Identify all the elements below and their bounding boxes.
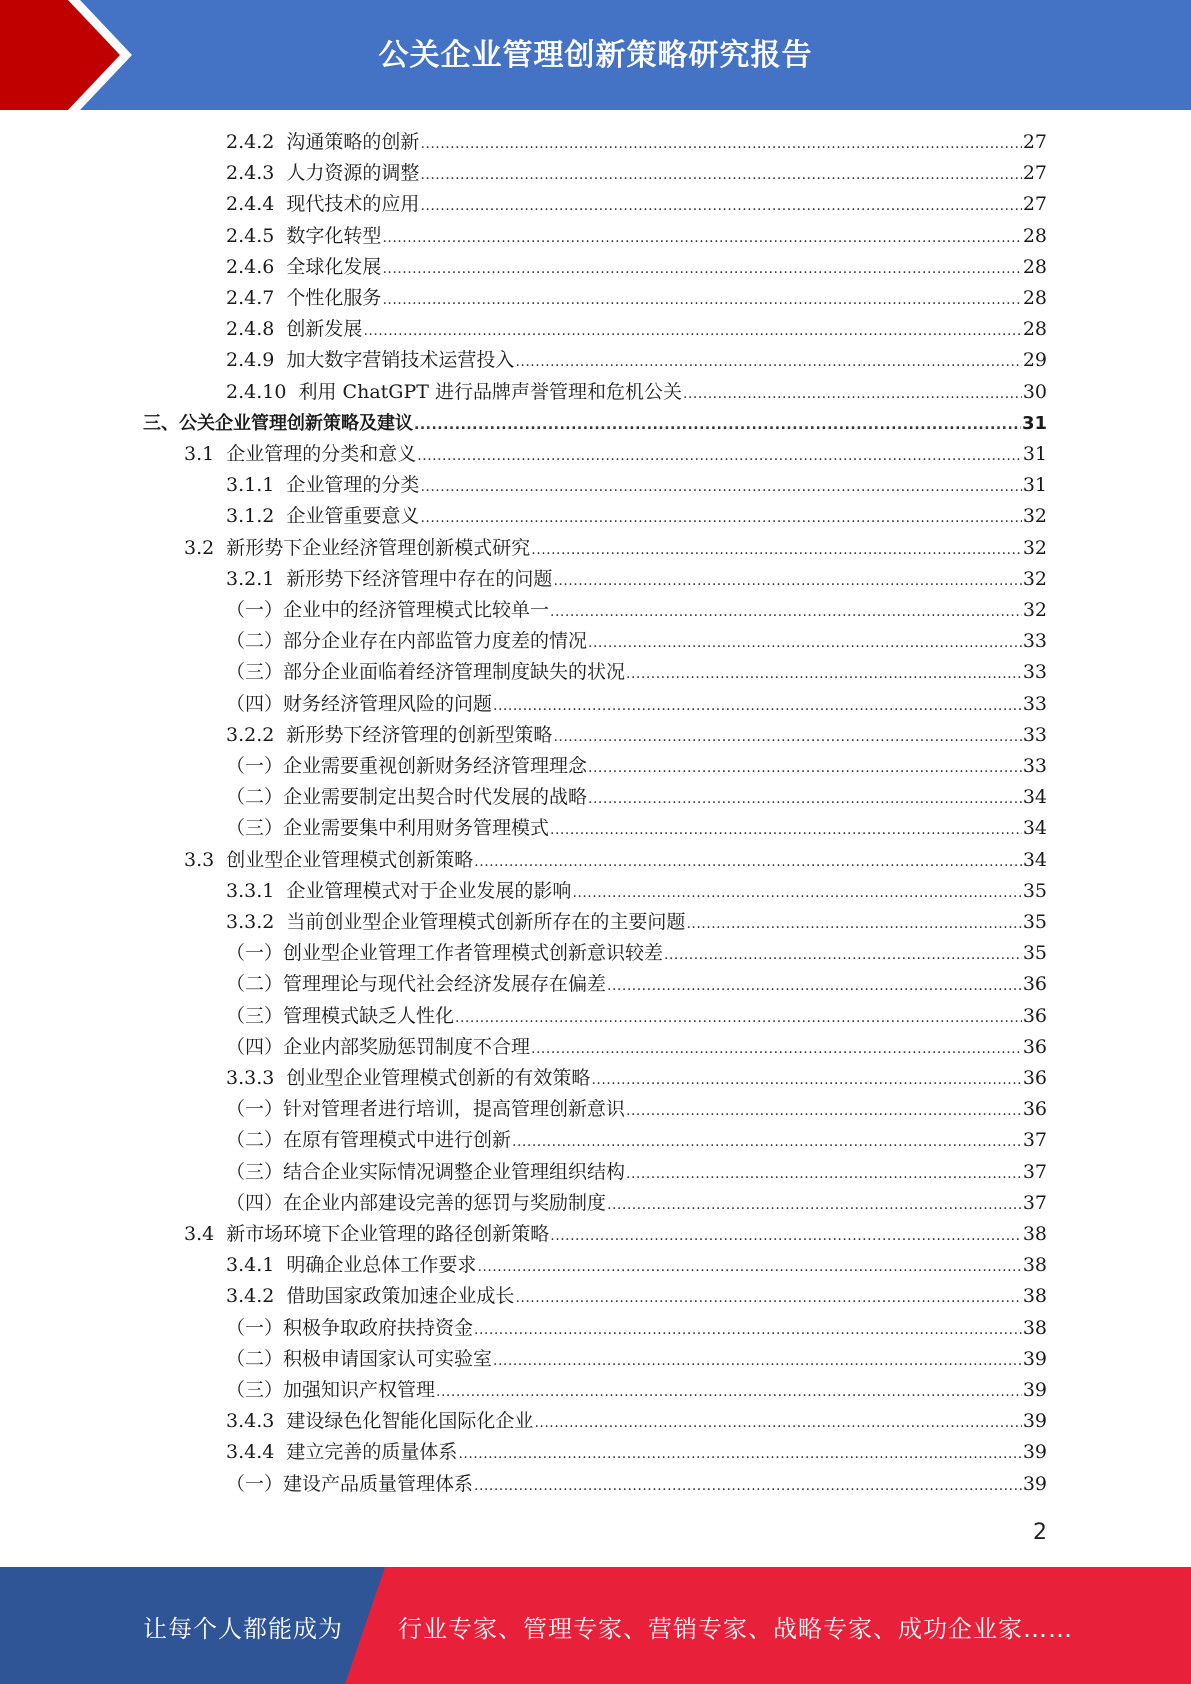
toc-entry[interactable] xyxy=(226,595,1047,626)
toc-entry-title: （二）管理理论与现代社会经济发展存在偏差 xyxy=(226,973,607,996)
toc-dot-leader xyxy=(420,127,1021,160)
toc-entry[interactable] xyxy=(226,1375,1047,1406)
toc-entry-title: 3.1.2 企业管重要意义 xyxy=(226,505,420,528)
toc-entry[interactable] xyxy=(226,938,1047,969)
toc-entry-page: 34 xyxy=(1022,848,1047,871)
toc-dot-leader xyxy=(686,907,1021,940)
toc-entry[interactable] xyxy=(226,876,1047,907)
toc-entry-page: 35 xyxy=(1022,942,1047,965)
toc-dot-leader xyxy=(455,1001,1022,1034)
toc-entry-title: 3.1 企业管理的分类和意义 xyxy=(184,443,417,465)
toc-entry-page: 36 xyxy=(1022,973,1047,996)
toc-entry[interactable] xyxy=(226,657,1047,688)
toc-entry-page: 39 xyxy=(1022,1410,1047,1433)
toc-entry-title: 3.2.2 新形势下经济管理的创新型策略 xyxy=(226,723,553,746)
toc-entry[interactable] xyxy=(226,283,1047,314)
toc-entry[interactable] xyxy=(143,408,1047,439)
toc-entry-title: （三）企业需要集中利用财务管理模式 xyxy=(226,817,550,840)
toc-entry[interactable] xyxy=(226,689,1047,720)
toc-entry-title: 3.3.2 当前创业型企业管理模式创新所存在的主要问题 xyxy=(226,911,686,933)
toc-entry-title: 3.3.1 企业管理模式对于企业发展的影响 xyxy=(226,879,572,902)
toc-entry-title: 3.2 新形势下企业经济管理创新模式研究 xyxy=(184,536,531,559)
toc-dot-leader xyxy=(531,1032,1022,1065)
toc-dot-leader xyxy=(420,470,1021,503)
toc-entry-page: 31 xyxy=(1021,412,1047,434)
toc-entry[interactable] xyxy=(226,969,1047,1000)
toc-entry-title: 2.4.7 个性化服务 xyxy=(226,287,382,309)
toc-entry-page: 32 xyxy=(1022,599,1047,621)
toc-entry-title: （二）在原有管理模式中进行创新 xyxy=(226,1129,512,1152)
report-title: 公关企业管理创新策略研究报告 xyxy=(378,38,813,73)
toc-entry[interactable] xyxy=(226,345,1047,376)
toc-entry[interactable] xyxy=(226,314,1047,345)
page-number: 2 xyxy=(1033,1520,1047,1545)
toc-entry-title: （四）企业内部奖励惩罚制度不合理 xyxy=(226,1035,531,1058)
toc-entry-page: 39 xyxy=(1022,1441,1047,1464)
toc-entry-title: 2.4.4 现代技术的应用 xyxy=(226,193,420,216)
toc-entry-title: （一）创业型企业管理工作者管理模式创新意识较差 xyxy=(226,942,664,965)
toc-entry-page: 27 xyxy=(1022,193,1047,216)
toc-entry-title: （二）积极申请国家认可实验室 xyxy=(226,1347,493,1370)
toc-entry-title: 2.4.10 利用 ChatGPT 进行品牌声誉管理和危机公关 xyxy=(226,380,682,403)
toc-entry-title: 2.4.8 创新发展 xyxy=(226,318,363,341)
toc-dot-leader xyxy=(436,1375,1022,1408)
toc-dot-leader xyxy=(550,595,1022,628)
toc-entry[interactable] xyxy=(226,782,1047,813)
toc-entry-page: 38 xyxy=(1022,1316,1047,1339)
toc-dot-leader xyxy=(683,377,1022,410)
toc-entry-page: 37 xyxy=(1022,1191,1047,1214)
toc-entry[interactable] xyxy=(226,751,1047,782)
toc-entry-page: 32 xyxy=(1022,567,1047,590)
toc-entry-page: 37 xyxy=(1022,1129,1047,1152)
toc-entry[interactable] xyxy=(226,564,1047,595)
toc-entry-title: 3.3.3 创业型企业管理模式创新的有效策略 xyxy=(226,1067,591,1089)
toc-entry-page: 34 xyxy=(1022,817,1047,840)
toc-dot-leader xyxy=(474,845,1022,878)
toc-entry-page: 33 xyxy=(1022,755,1047,777)
toc-dot-leader xyxy=(550,813,1022,846)
toc-entry-title: （一）企业需要重视创新财务经济管理理念 xyxy=(226,755,588,777)
toc-entry[interactable] xyxy=(184,533,1047,564)
toc-entry[interactable] xyxy=(226,501,1047,532)
toc-entry-page: 39 xyxy=(1022,1347,1047,1370)
toc-dot-leader xyxy=(607,969,1022,1002)
toc-entry-title: 2.4.5 数字化转型 xyxy=(226,224,382,247)
toc-dot-leader xyxy=(553,564,1021,597)
toc-dot-leader xyxy=(493,1344,1022,1377)
toc-entry-title: 3.2.1 新形势下经济管理中存在的问题 xyxy=(226,567,553,590)
toc-entry-page: 32 xyxy=(1022,536,1047,559)
toc-entry[interactable] xyxy=(184,1219,1047,1250)
toc-entry-page: 39 xyxy=(1022,1472,1047,1495)
toc-entry-page: 36 xyxy=(1022,1067,1047,1089)
toc-entry-title: 3.4.4 建立完善的质量体系 xyxy=(226,1441,458,1464)
toc-entry-page: 28 xyxy=(1022,318,1047,341)
toc-entry-page: 36 xyxy=(1022,1098,1047,1121)
toc-dot-leader xyxy=(420,501,1021,534)
toc-dot-leader xyxy=(512,1125,1022,1158)
toc-entry-title: 3.4.1 明确企业总体工作要求 xyxy=(226,1254,477,1277)
toc-entry[interactable] xyxy=(226,907,1047,938)
toc-entry-title: （四）在企业内部建设完善的惩罚与奖励制度 xyxy=(226,1191,607,1214)
toc-dot-leader xyxy=(474,1469,1022,1502)
toc-dot-leader xyxy=(588,751,1022,784)
toc-entry-title: 2.4.2 沟通策略的创新 xyxy=(226,131,420,153)
toc-entry-page: 28 xyxy=(1022,255,1047,278)
toc-entry-page: 34 xyxy=(1022,786,1047,809)
toc-entry[interactable] xyxy=(226,1469,1047,1500)
toc-entry[interactable] xyxy=(226,1157,1047,1188)
toc-dot-leader xyxy=(420,189,1021,222)
toc-entry[interactable] xyxy=(226,626,1047,657)
toc-entry-title: （一）建设产品质量管理体系 xyxy=(226,1472,474,1495)
page-header xyxy=(0,0,1191,110)
toc-entry-title: （一）积极争取政府扶持资金 xyxy=(226,1316,474,1339)
toc-entry[interactable] xyxy=(226,252,1047,283)
toc-entry-title: （一）企业中的经济管理模式比较单一 xyxy=(226,599,550,621)
toc-entry-page: 35 xyxy=(1022,911,1047,933)
toc-entry-page: 31 xyxy=(1022,443,1047,465)
toc-entry[interactable] xyxy=(226,1250,1047,1281)
toc-entry[interactable] xyxy=(226,158,1047,189)
toc-entry-page: 32 xyxy=(1022,505,1047,528)
toc-entry-page: 38 xyxy=(1022,1223,1047,1245)
toc-dot-leader xyxy=(534,1406,1021,1439)
toc-entry-title: （三）结合企业实际情况调整企业管理组织结构 xyxy=(226,1160,626,1183)
toc-entry-page: 33 xyxy=(1022,661,1047,684)
toc-entry-page: 37 xyxy=(1022,1160,1047,1183)
toc-entry[interactable] xyxy=(226,189,1047,220)
toc-entry-page: 36 xyxy=(1022,1004,1047,1027)
toc-dot-leader xyxy=(572,876,1021,909)
toc-entry-page: 29 xyxy=(1022,349,1047,372)
toc-entry-title: （二）部分企业存在内部监管力度差的情况 xyxy=(226,630,588,653)
toc-dot-leader xyxy=(515,1281,1021,1314)
toc-entry-page: 38 xyxy=(1022,1254,1047,1277)
toc-dot-leader xyxy=(382,221,1021,254)
toc-dot-leader xyxy=(531,533,1022,566)
toc-entry-page: 31 xyxy=(1022,474,1047,497)
toc-entry-page: 33 xyxy=(1022,723,1047,746)
toc-entry-title: 2.4.9 加大数字营销技术运营投入 xyxy=(226,349,515,372)
toc-entry-title: 2.4.3 人力资源的调整 xyxy=(226,162,420,185)
toc-entry-page: 28 xyxy=(1022,224,1047,247)
toc-entry[interactable] xyxy=(226,221,1047,252)
toc-dot-leader xyxy=(417,439,1022,472)
footer-slogan-left: 让每个人都能成为 xyxy=(143,1615,343,1643)
toc-entry[interactable] xyxy=(226,127,1047,158)
toc-dot-leader xyxy=(414,408,1021,441)
toc-entry[interactable] xyxy=(184,845,1047,876)
toc-entry-title: （一）针对管理者进行培训，提高管理创新意识 xyxy=(226,1098,626,1121)
toc-dot-leader xyxy=(588,626,1022,659)
toc-dot-leader xyxy=(626,1157,1022,1190)
toc-dot-leader xyxy=(626,1094,1022,1127)
toc-entry-title: （三）部分企业面临着经济管理制度缺失的状况 xyxy=(226,661,626,684)
toc-dot-leader xyxy=(493,689,1022,722)
toc-dot-leader xyxy=(363,314,1021,347)
toc-dot-leader xyxy=(382,252,1021,285)
toc-entry-title: 2.4.6 全球化发展 xyxy=(226,255,382,278)
toc-entry-title: （二）企业需要制定出契合时代发展的战略 xyxy=(226,786,588,809)
toc-dot-leader xyxy=(474,1313,1022,1346)
toc-entry-title: 3.4.3 建设绿色化智能化国际化企业 xyxy=(226,1410,534,1433)
toc-entry[interactable] xyxy=(226,1001,1047,1032)
toc-entry-page: 36 xyxy=(1022,1035,1047,1058)
toc-entry[interactable] xyxy=(226,1063,1047,1094)
toc-entry-title: 3.3 创业型企业管理模式创新策略 xyxy=(184,848,474,871)
toc-entry-page: 27 xyxy=(1022,162,1047,185)
toc-dot-leader xyxy=(420,158,1021,191)
toc-entry-title: （三）加强知识产权管理 xyxy=(226,1379,436,1401)
toc-entry[interactable] xyxy=(226,1437,1047,1468)
toc-entry[interactable] xyxy=(226,1032,1047,1063)
footer-slogan-right: 行业专家、管理专家、营销专家、战略专家、成功企业家…… xyxy=(398,1615,1073,1643)
toc-entry[interactable] xyxy=(226,1344,1047,1375)
toc-entry-page: 27 xyxy=(1022,131,1047,153)
toc-entry[interactable] xyxy=(226,1188,1047,1219)
toc-entry-title: 3.4.2 借助国家政策加速企业成长 xyxy=(226,1285,515,1308)
toc-entry-title: （四）财务经济管理风险的问题 xyxy=(226,692,493,715)
toc-dot-leader xyxy=(588,782,1022,815)
toc-entry[interactable] xyxy=(226,1281,1047,1312)
toc-entry-page: 33 xyxy=(1022,692,1047,715)
toc-entry-title: 3.1.1 企业管理的分类 xyxy=(226,474,420,497)
toc-entry-page: 33 xyxy=(1022,630,1047,653)
toc-entry[interactable] xyxy=(226,1313,1047,1344)
toc-entry-title: （三）管理模式缺乏人性化 xyxy=(226,1004,455,1027)
toc-entry[interactable] xyxy=(226,813,1047,844)
page-footer xyxy=(0,1567,1191,1684)
toc-entry-page: 39 xyxy=(1022,1379,1047,1401)
toc-entry[interactable] xyxy=(226,377,1047,408)
toc-entry-title: 3.4 新市场环境下企业管理的路径创新策略 xyxy=(184,1223,550,1245)
toc-entry[interactable] xyxy=(226,470,1047,501)
toc-entry[interactable] xyxy=(226,1094,1047,1125)
toc-entry[interactable] xyxy=(184,439,1047,470)
toc-dot-leader xyxy=(626,657,1022,690)
toc-dot-leader xyxy=(591,1063,1021,1096)
toc-dot-leader xyxy=(550,1219,1022,1252)
toc-dot-leader xyxy=(382,283,1021,316)
toc-entry-page: 28 xyxy=(1022,287,1047,309)
toc-dot-leader xyxy=(607,1188,1022,1221)
toc-dot-leader xyxy=(515,345,1021,378)
toc-dot-leader xyxy=(477,1250,1021,1283)
toc-entry-title: 三、公关企业管理创新策略及建议 xyxy=(143,412,413,434)
toc-entry-page: 38 xyxy=(1022,1285,1047,1308)
toc-entry-page: 30 xyxy=(1022,380,1047,403)
toc-entry[interactable] xyxy=(226,720,1047,751)
toc-dot-leader xyxy=(553,720,1021,753)
toc-dot-leader xyxy=(664,938,1022,971)
toc-entry[interactable] xyxy=(226,1125,1047,1156)
toc-dot-leader xyxy=(458,1437,1021,1470)
toc-entry[interactable] xyxy=(226,1406,1047,1437)
toc-entry-page: 35 xyxy=(1022,879,1047,902)
